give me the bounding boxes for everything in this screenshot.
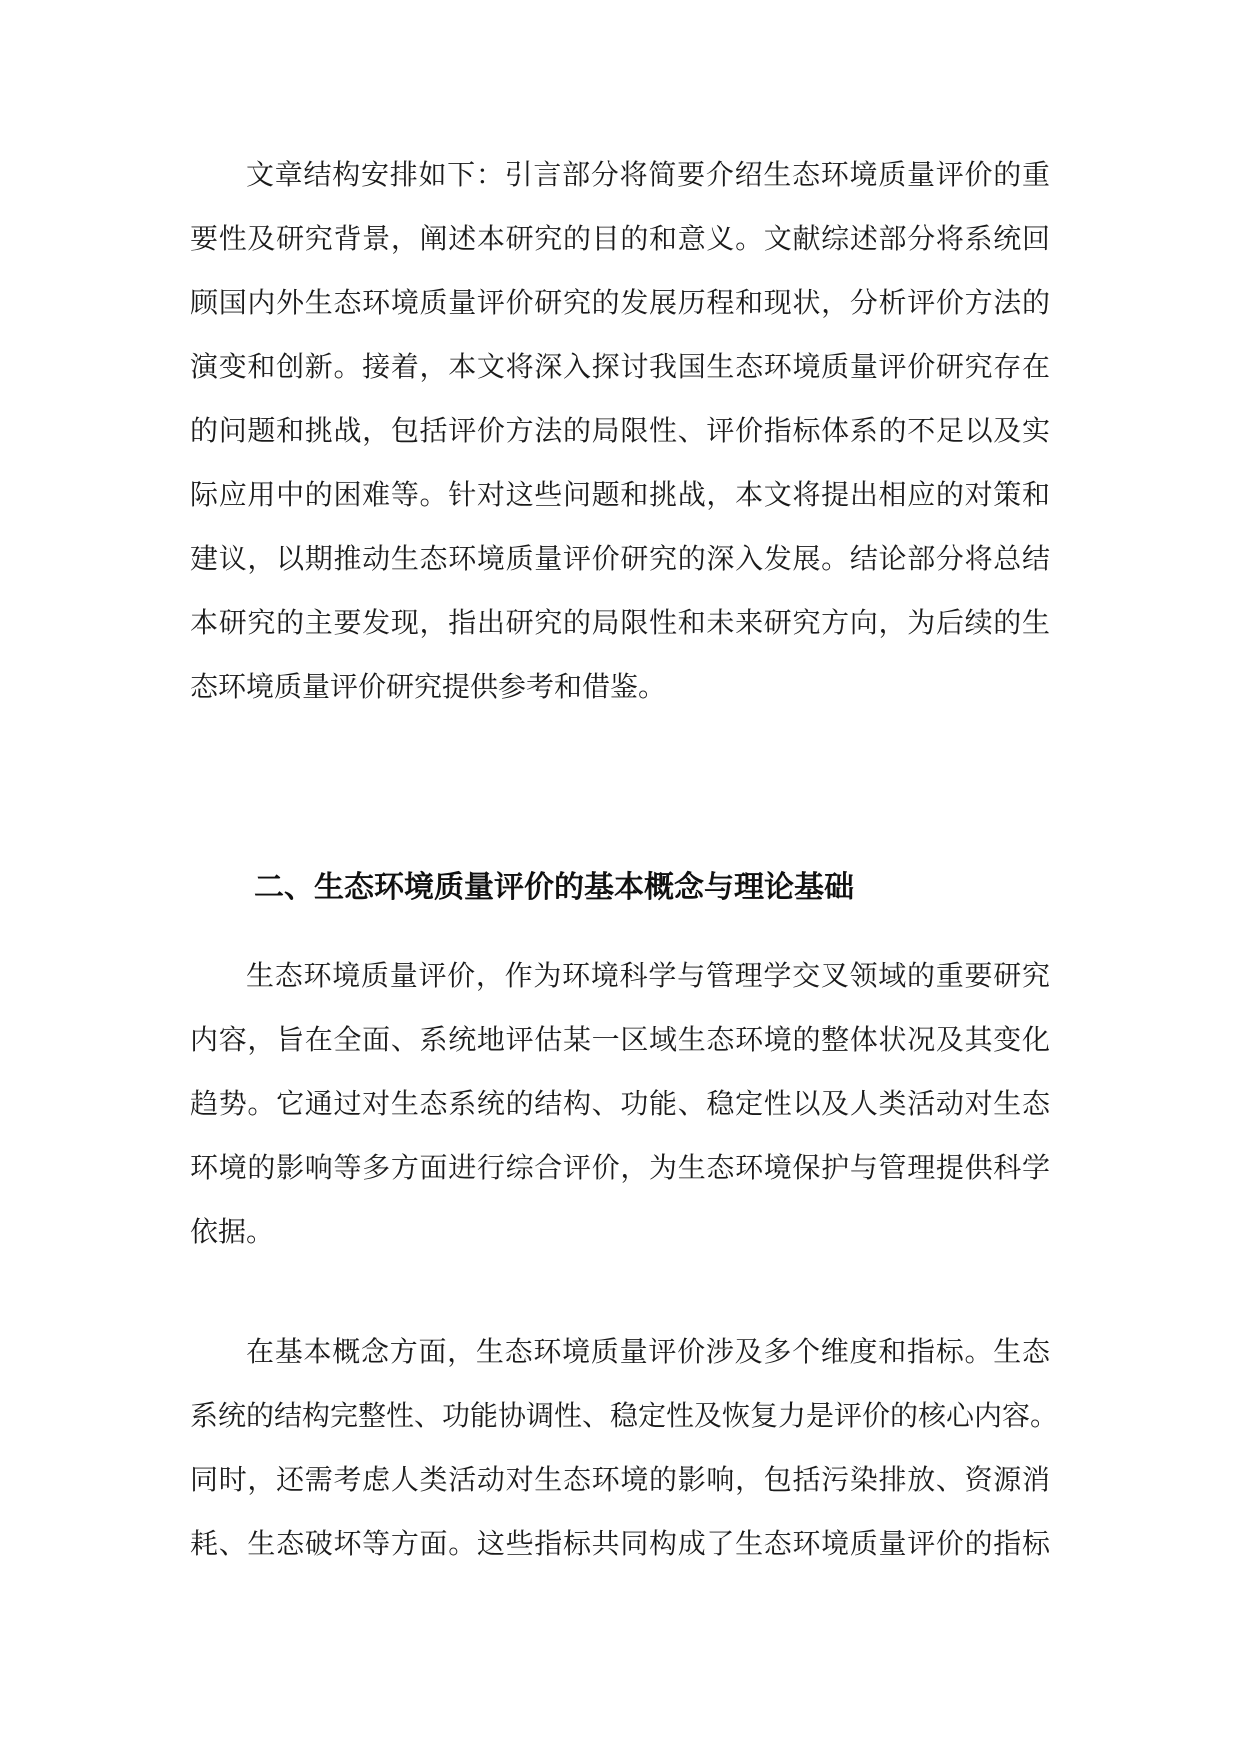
paragraph-concepts <box>190 1320 1059 1576</box>
paragraph-line: 趋势。它通过对生态系统的结构、功能、稳定性以及人类活动对生态 <box>190 1087 1050 1120</box>
paragraph-line: 耗、生态破坏等方面。这些指标共同构成了生态环境质量评价的指标 <box>190 1527 1050 1560</box>
paragraph-line: 内容，旨在全面、系统地评估某一区域生态环境的整体状况及其变化 <box>190 1023 1050 1056</box>
paragraph-line: 生态环境质量评价，作为环境科学与管理学交叉领域的重要研究 <box>246 959 1050 992</box>
paragraph-line: 际应用中的困难等。针对这些问题和挑战，本文将提出相应的对策和 <box>190 478 1050 511</box>
paragraph-definition <box>190 944 1050 1264</box>
paragraph-line: 本研究的主要发现，指出研究的局限性和未来研究方向，为后续的生 <box>190 606 1050 639</box>
paragraph-line: 文章结构安排如下：引言部分将简要介绍生态环境质量评价的重 <box>246 158 1050 191</box>
paragraph-line: 依据。 <box>190 1215 275 1248</box>
paragraph-line: 态环境质量评价研究提供参考和借鉴。 <box>190 670 667 703</box>
paragraph-line: 演变和创新。接着，本文将深入探讨我国生态环境质量评价研究存在 <box>190 350 1050 383</box>
paragraph-line: 的问题和挑战，包括评价方法的局限性、评价指标体系的不足以及实 <box>190 414 1050 447</box>
paragraph-line: 系统的结构完整性、功能协调性、稳定性及恢复力是评价的核心内容。 <box>190 1399 1059 1432</box>
paragraph-intro <box>190 143 1050 719</box>
paragraph-line: 顾国内外生态环境质量评价研究的发展历程和现状，分析评价方法的 <box>190 286 1050 319</box>
paragraph-line: 要性及研究背景，阐述本研究的目的和意义。文献综述部分将系统回 <box>190 222 1050 255</box>
section-heading: 二、生态环境质量评价的基本概念与理论基础 <box>254 870 854 905</box>
paragraph-line: 建议，以期推动生态环境质量评价研究的深入发展。结论部分将总结 <box>190 542 1050 575</box>
paragraph-line: 环境的影响等多方面进行综合评价，为生态环境保护与管理提供科学 <box>190 1151 1050 1184</box>
paragraph-line: 同时，还需考虑人类活动对生态环境的影响，包括污染排放、资源消 <box>190 1463 1050 1496</box>
paragraph-line: 在基本概念方面，生态环境质量评价涉及多个维度和指标。生态 <box>246 1335 1050 1368</box>
